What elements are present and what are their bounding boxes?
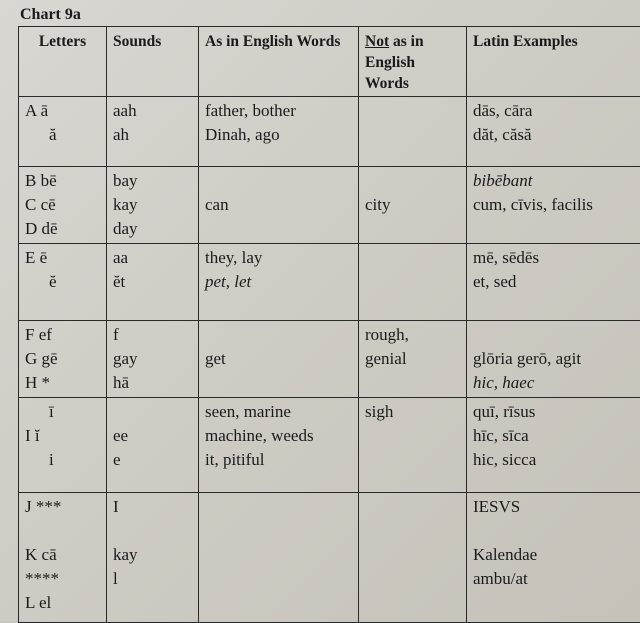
cell-english [199,493,359,623]
latin-line: hīc, sīca [473,424,636,448]
latin-line: Kalendae [473,543,636,567]
english-line: father, bother [205,99,352,123]
cell-sounds [107,321,199,398]
sound-line: aa [113,246,192,270]
table-header-row [19,27,640,97]
sound-line: ah [113,123,192,147]
latin-line: dās, cāra [473,99,636,123]
table-row-fgh [19,321,640,398]
cell-not-english [359,321,467,398]
english-line: Dinah, ago [205,123,352,147]
sound-line: f [113,323,192,347]
letter-line: K cā [25,543,100,567]
english-line: machine, weeds [205,424,352,448]
cell-not-english [359,244,467,321]
cell-sounds [107,398,199,493]
cell-sounds [107,97,199,167]
sound-line: aah [113,99,192,123]
cell-not-english [359,97,467,167]
table-row-jkl [19,493,640,623]
english-line: it, pitiful [205,448,352,472]
not-english-line: rough, [365,323,460,347]
cell-latin [467,97,640,167]
sound-line: kay [113,543,192,567]
header-letters: Letters [19,27,107,97]
english-line: get [205,347,352,371]
letter-line: i [25,448,100,472]
cell-sounds [107,244,199,321]
cell-letters [19,167,107,244]
sound-line: ĕt [113,270,192,294]
sound-line: I [113,495,192,519]
not-english-line: sigh [365,400,460,424]
header-sounds: Sounds [107,27,199,97]
cell-latin [467,244,640,321]
cell-english [199,321,359,398]
letter-line: E ē [25,246,100,270]
cell-english [199,398,359,493]
sound-line: e [113,448,192,472]
table-row-bcd [19,167,640,244]
cell-not-english [359,493,467,623]
letter-line: J *** [25,495,100,519]
latin-line: et, sed [473,270,636,294]
letter-line: L el [25,591,100,615]
sound-line: kay [113,193,192,217]
sound-line: hā [113,371,192,395]
english-line [205,169,352,193]
latin-line: quī, rīsus [473,400,636,424]
letter-line: ĕ [25,270,100,294]
table-row-a [19,97,640,167]
latin-line: IESVS [473,495,636,519]
cell-english [199,244,359,321]
letter-line: G gē [25,347,100,371]
cell-letters [19,97,107,167]
pronunciation-table [18,26,640,623]
english-line: seen, marine [205,400,352,424]
letter-line: D dē [25,217,100,241]
chart-title: Chart 9a [20,6,81,24]
sound-line: day [113,217,192,241]
header-not-word: Not [365,33,389,50]
header-as-in-english: As in English Words [199,27,359,97]
latin-line: glōria gerō, agit [473,347,636,371]
letter-line: A ā [25,99,100,123]
letter-line: C cē [25,193,100,217]
latin-line: hic, sicca [473,448,636,472]
english-line: pet, let [205,270,352,294]
latin-line: dăt, căsă [473,123,636,147]
sound-line: bay [113,169,192,193]
english-line: they, lay [205,246,352,270]
cell-letters [19,493,107,623]
letter-line: B bē [25,169,100,193]
cell-not-english [359,167,467,244]
cell-letters [19,321,107,398]
sound-line: ee [113,424,192,448]
cell-latin [467,321,640,398]
not-english-line: genial [365,347,460,371]
latin-line: bibēbant [473,169,636,193]
cell-not-english [359,398,467,493]
cell-english [199,97,359,167]
cell-latin [467,167,640,244]
cell-sounds [107,167,199,244]
latin-line: hic, haec [473,371,636,395]
cell-sounds [107,493,199,623]
cell-latin [467,493,640,623]
letter-line: ī [25,400,100,424]
cell-english [199,167,359,244]
not-english-line: city [365,193,460,217]
header-latin-examples: Latin Examples [467,27,640,97]
cell-letters [19,398,107,493]
letter-line: ă [25,123,100,147]
letter-line: H * [25,371,100,395]
latin-line: ambu/at [473,567,636,591]
sound-line: l [113,567,192,591]
header-not-as-in-english [359,27,467,97]
latin-line: cum, cīvis, facilis [473,193,636,217]
letter-line: F ef [25,323,100,347]
english-line: can [205,193,352,217]
cell-latin [467,398,640,493]
table-row-i [19,398,640,493]
letter-line: **** [25,567,100,591]
cell-letters [19,244,107,321]
table-row-e [19,244,640,321]
sound-line: gay [113,347,192,371]
letter-line: I ĭ [25,424,100,448]
latin-line: mē, sēdēs [473,246,636,270]
header-not-rest: as in English Words [365,33,424,92]
